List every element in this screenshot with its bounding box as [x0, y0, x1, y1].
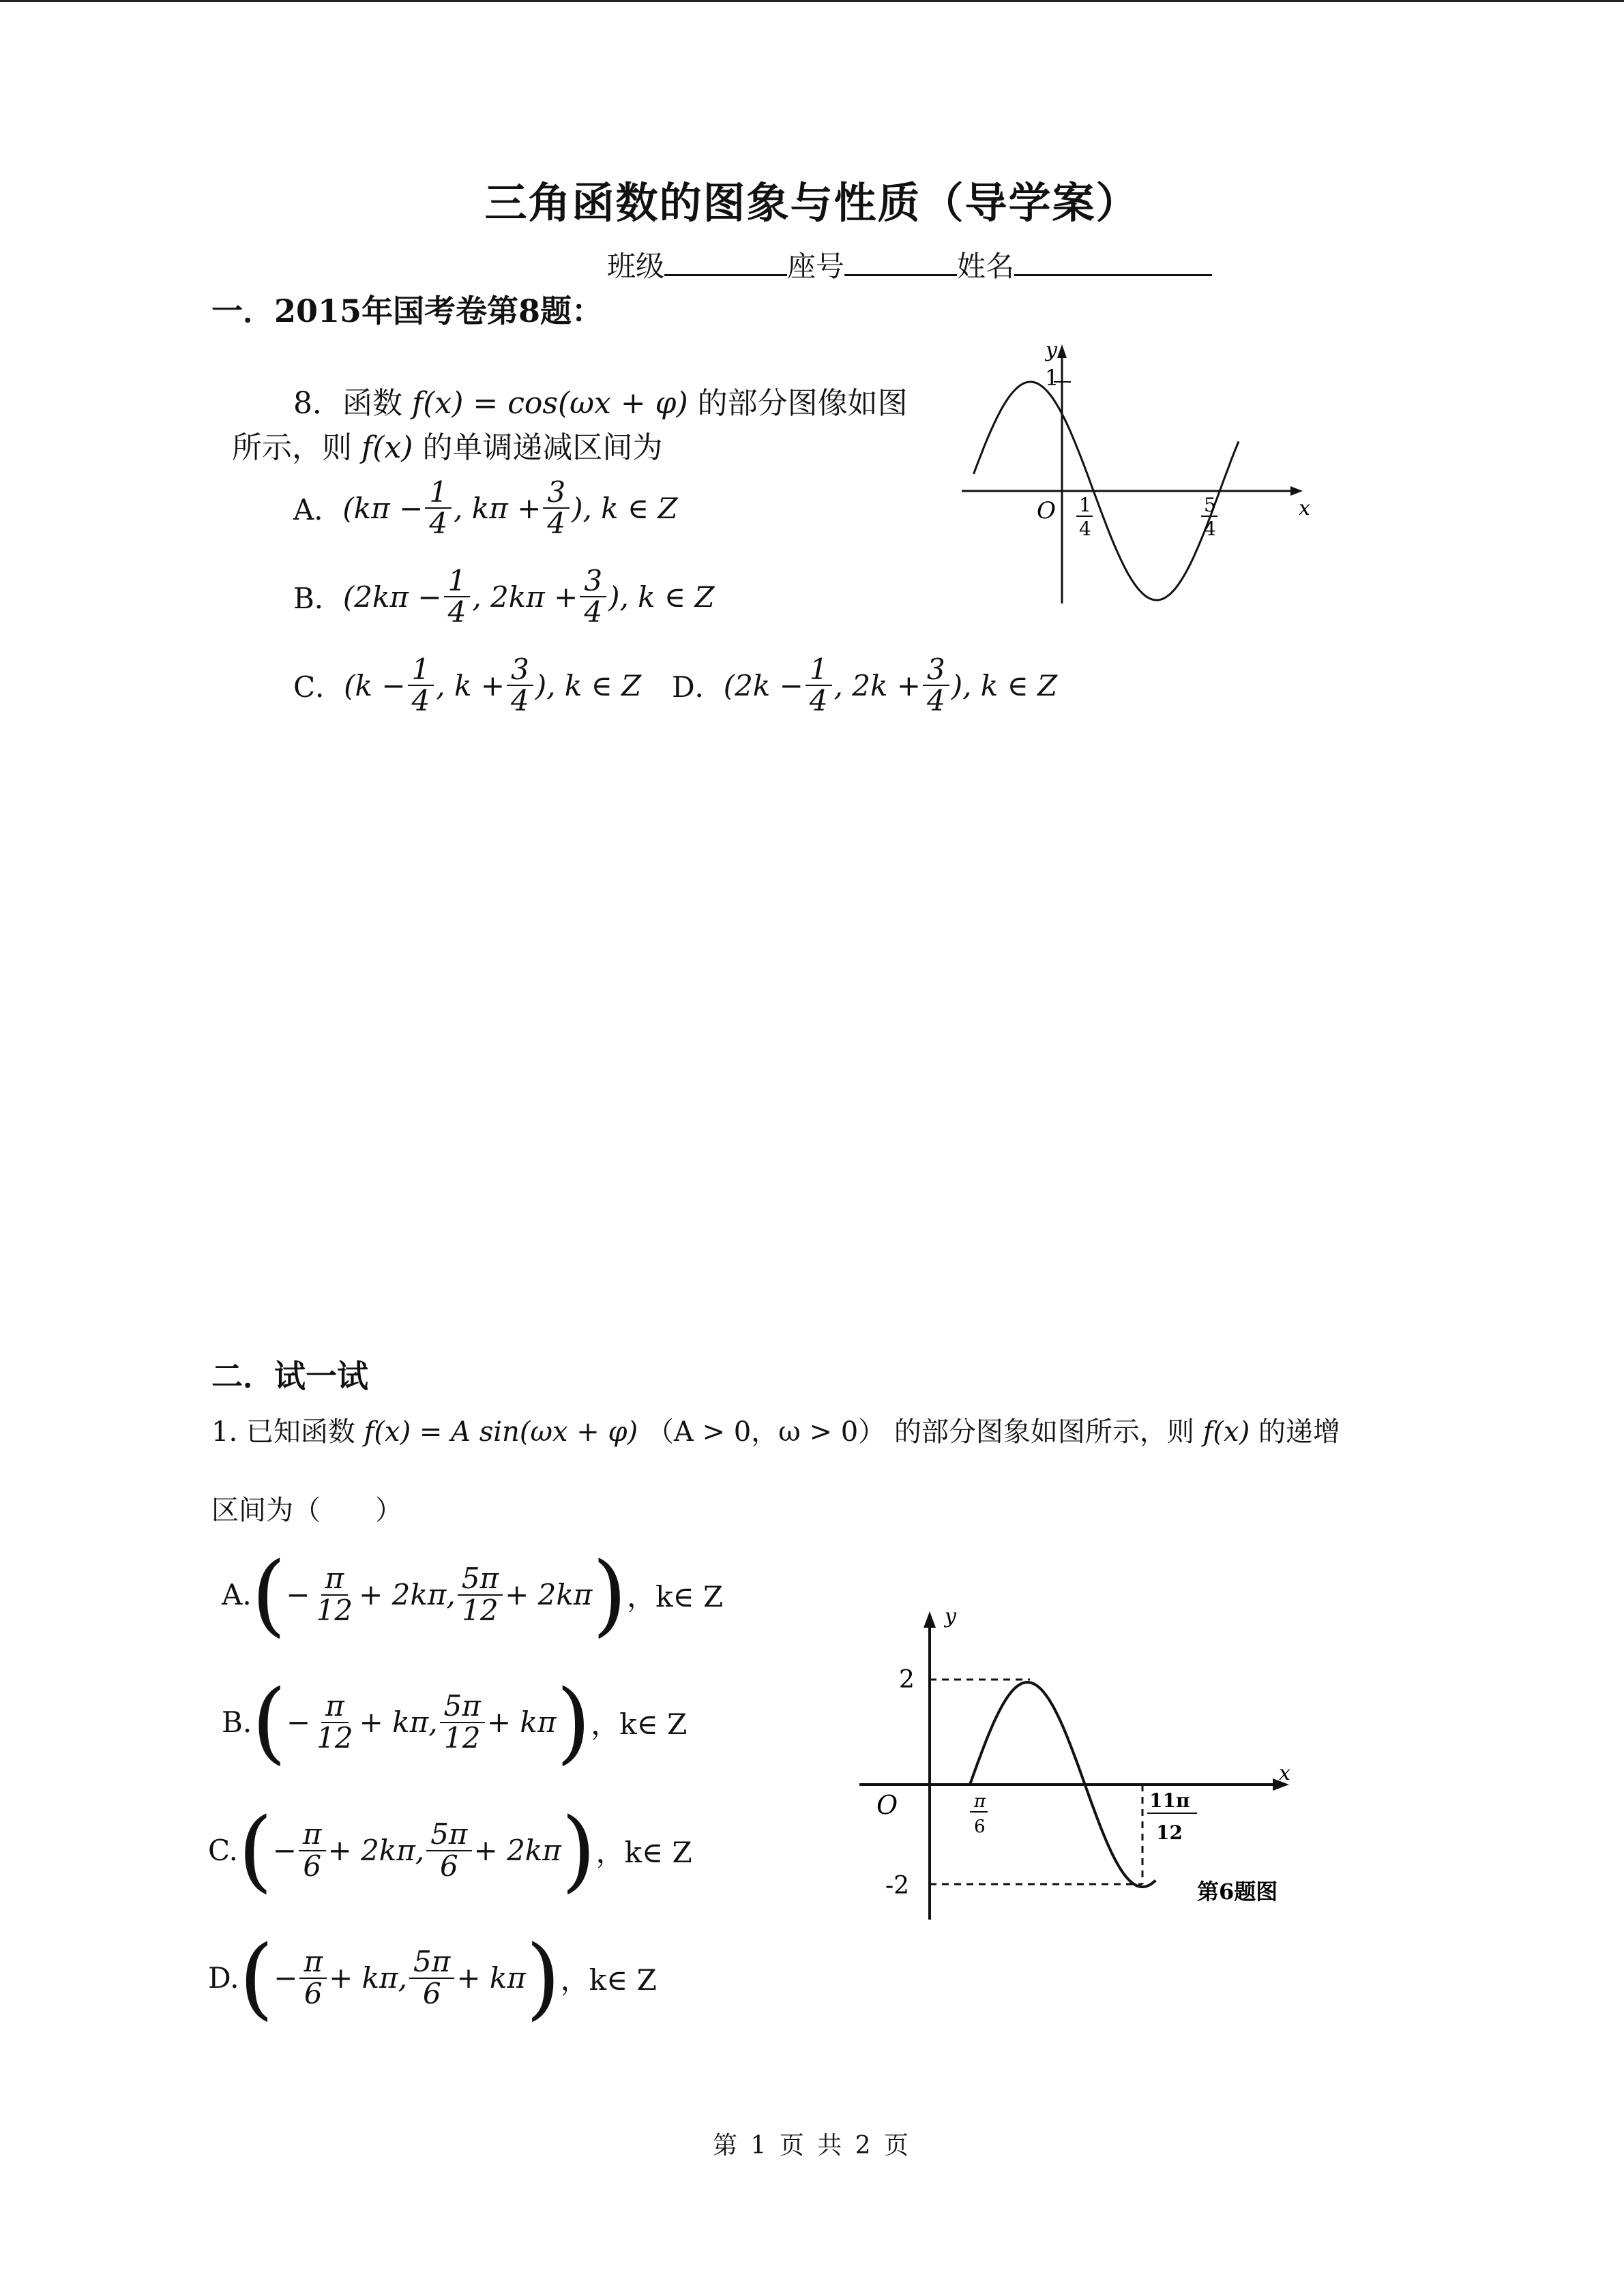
class-blank[interactable] [664, 247, 787, 276]
graph-caption: 第6题图 [1197, 1879, 1278, 1905]
frac-den: 6 [303, 1849, 322, 1883]
sine-graph [853, 1599, 1316, 1926]
page-title: 三角函数的图象与性质（导学案） [484, 178, 1140, 228]
y-axis-arrow [924, 1611, 936, 1628]
frac-den: 4 [510, 684, 529, 718]
s1-q2-func: f(x) [361, 430, 413, 465]
frac-num: 1 [806, 655, 832, 686]
option-text: − [272, 1834, 297, 1867]
frac-num: 3 [543, 477, 570, 509]
frac-den: 4 [547, 507, 566, 541]
option-text: ), k ∈ Z [572, 491, 678, 525]
s2-option-c[interactable] [208, 1798, 692, 1902]
paren-left: ( [239, 1926, 274, 2029]
x-tick1-den: 4 [1079, 518, 1091, 540]
page-footer: 第 1 页 共 2 页 [712, 2132, 912, 2160]
frac-num: 3 [507, 655, 533, 686]
paren-left: ( [251, 1542, 286, 1646]
name-label: 姓名 [957, 250, 1015, 283]
s2-q-func: f(x) = A sin(ωx + φ) [364, 1416, 638, 1448]
frac-den: 4 [809, 684, 828, 718]
s2-option-b[interactable] [222, 1670, 688, 1774]
option-tail: ，k∈ Z [595, 1835, 692, 1869]
paren-right: ) [525, 1926, 561, 2029]
frac-den: 4 [926, 684, 945, 718]
s2-question-line2: 区间为（ ） [211, 1495, 402, 1526]
student-info-line [607, 244, 1212, 285]
option-label: C． [293, 670, 344, 704]
section1-heading: 一．2015年国考卷第8题： [211, 293, 604, 329]
x-axis-label: x [1299, 496, 1310, 520]
option-text: (k − [344, 668, 406, 702]
y-bottom-label: -2 [885, 1872, 910, 1900]
s1-option-c[interactable] [293, 655, 641, 716]
option-label: A. [222, 1578, 252, 1611]
s2-q-cond: （A > 0，ω > 0） [646, 1416, 886, 1448]
s2-q-prefix: 1. 已知函数 [211, 1416, 355, 1448]
option-text: + 2kπ [505, 1578, 593, 1611]
frac-den: 6 [422, 1976, 441, 2010]
option-text: + 2kπ [473, 1834, 561, 1867]
frac-num: 1 [444, 566, 471, 597]
option-tail: ，k∈ Z [627, 1579, 724, 1613]
frac-num: 1 [425, 477, 452, 509]
section2-heading: 二．试一试 [211, 1358, 368, 1395]
frac-num: π [299, 1947, 327, 1978]
option-text: ), k ∈ Z [608, 580, 715, 614]
option-label: B. [222, 1705, 252, 1739]
frac-den: 6 [304, 1976, 323, 2010]
y-axis-label: y [945, 1605, 956, 1628]
s1-option-a[interactable] [293, 477, 678, 539]
option-text: ), k ∈ Z [535, 668, 642, 702]
frac-num: 5π [440, 1691, 485, 1723]
frac-den: 12 [443, 1720, 481, 1755]
option-tail: ，k∈ Z [560, 1963, 657, 1997]
option-text: + 2kπ, [327, 1834, 425, 1867]
option-label: C. [208, 1834, 238, 1867]
s1-question-line1 [293, 378, 908, 422]
option-text: + kπ, [329, 1961, 408, 1995]
option-text: ), k ∈ Z [951, 668, 1058, 702]
frac-den: 4 [411, 684, 430, 718]
y-tick-label: 1 [1045, 365, 1059, 391]
x-tick2-den: 4 [1204, 518, 1216, 540]
option-text: , 2kπ + [472, 580, 578, 614]
option-tail: ，k∈ Z [591, 1707, 688, 1741]
s2-option-a[interactable] [222, 1542, 724, 1646]
x-tick1-num: 1 [1079, 494, 1091, 516]
paren-left: ( [238, 1798, 273, 1902]
frac-num: 3 [923, 655, 949, 686]
cosine-graph [941, 338, 1323, 617]
top-border [0, 0, 1624, 2]
s2-question-line1 [211, 1410, 1340, 1449]
option-text: + kπ [456, 1961, 526, 1995]
option-label: D. [208, 1961, 239, 1995]
option-text: (2k − [723, 668, 803, 702]
option-label: A． [293, 493, 343, 527]
frac-den: 4 [429, 507, 448, 541]
seat-label: 座号 [787, 250, 845, 283]
frac-num: π [299, 1819, 326, 1851]
y-axis-arrow [1057, 344, 1067, 358]
frac-num: π [321, 1564, 349, 1595]
frac-den: 12 [316, 1720, 353, 1755]
paren-right: ) [556, 1670, 591, 1774]
frac-num: 5π [458, 1564, 503, 1595]
x-tick2-den: 12 [1156, 1821, 1183, 1844]
option-text: − [274, 1961, 298, 1995]
option-text: + kπ, [359, 1705, 438, 1739]
paren-right: ) [592, 1542, 628, 1646]
s1-q2-prefix: 所示，则 [232, 430, 352, 465]
s1-q-suffix: 的部分图像如图 [697, 386, 908, 421]
x-tick1-num: π [974, 1791, 986, 1812]
seat-blank[interactable] [844, 247, 957, 276]
frac-den: 12 [462, 1593, 499, 1627]
option-text: , kπ + [454, 491, 542, 525]
y-top-label: 2 [899, 1666, 915, 1694]
option-text: + 2kπ, [359, 1578, 456, 1611]
s1-option-d[interactable] [672, 655, 1057, 716]
s1-question-line2 [232, 423, 662, 466]
s2-q-end: 的递增 [1258, 1416, 1340, 1448]
frac-den: 6 [440, 1849, 458, 1883]
frac-num: 5π [409, 1947, 454, 1978]
s1-q2-suffix: 的单调递减区间为 [422, 430, 663, 465]
x-tick2-num: 11π [1149, 1789, 1190, 1812]
paren-right: ) [561, 1798, 596, 1902]
frac-den: 12 [316, 1593, 353, 1627]
x-tick2-num: 5 [1204, 494, 1216, 516]
option-text: − [286, 1578, 310, 1611]
s1-q-func: f(x) = cos(ωx + φ) [412, 386, 688, 421]
frac-num: 3 [580, 566, 606, 597]
option-label: B． [293, 582, 343, 616]
option-text: (kπ − [342, 491, 424, 525]
y-axis-label: y [1046, 338, 1057, 362]
option-text: − [286, 1705, 311, 1739]
frac-den: 4 [584, 595, 603, 629]
frac-num: π [321, 1691, 349, 1723]
option-text: , k + [436, 668, 505, 702]
s2-q-fx: f(x) [1202, 1416, 1250, 1448]
origin-label: O [876, 1790, 898, 1820]
s2-option-d[interactable] [208, 1926, 657, 2029]
frac-num: 1 [408, 655, 434, 686]
x-tick1-den: 6 [974, 1817, 986, 1837]
option-text: , 2k + [833, 668, 921, 702]
option-text: + kπ [486, 1705, 557, 1739]
option-label: D． [672, 670, 724, 704]
frac-den: 4 [447, 595, 467, 629]
x-axis-label: x [1279, 1761, 1290, 1785]
s1-option-b[interactable] [293, 566, 715, 627]
class-label: 班级 [607, 250, 665, 283]
frac-num: 5π [426, 1819, 471, 1851]
paren-left: ( [252, 1670, 286, 1774]
s1-q-prefix: 8．函数 [293, 386, 402, 421]
x-axis-arrow [1290, 486, 1303, 496]
s2-q-suffix: 的部分图象如图所示，则 [894, 1416, 1194, 1448]
option-text: (2kπ − [342, 580, 442, 614]
name-blank[interactable] [1014, 247, 1212, 276]
origin-label: O [1037, 497, 1056, 524]
